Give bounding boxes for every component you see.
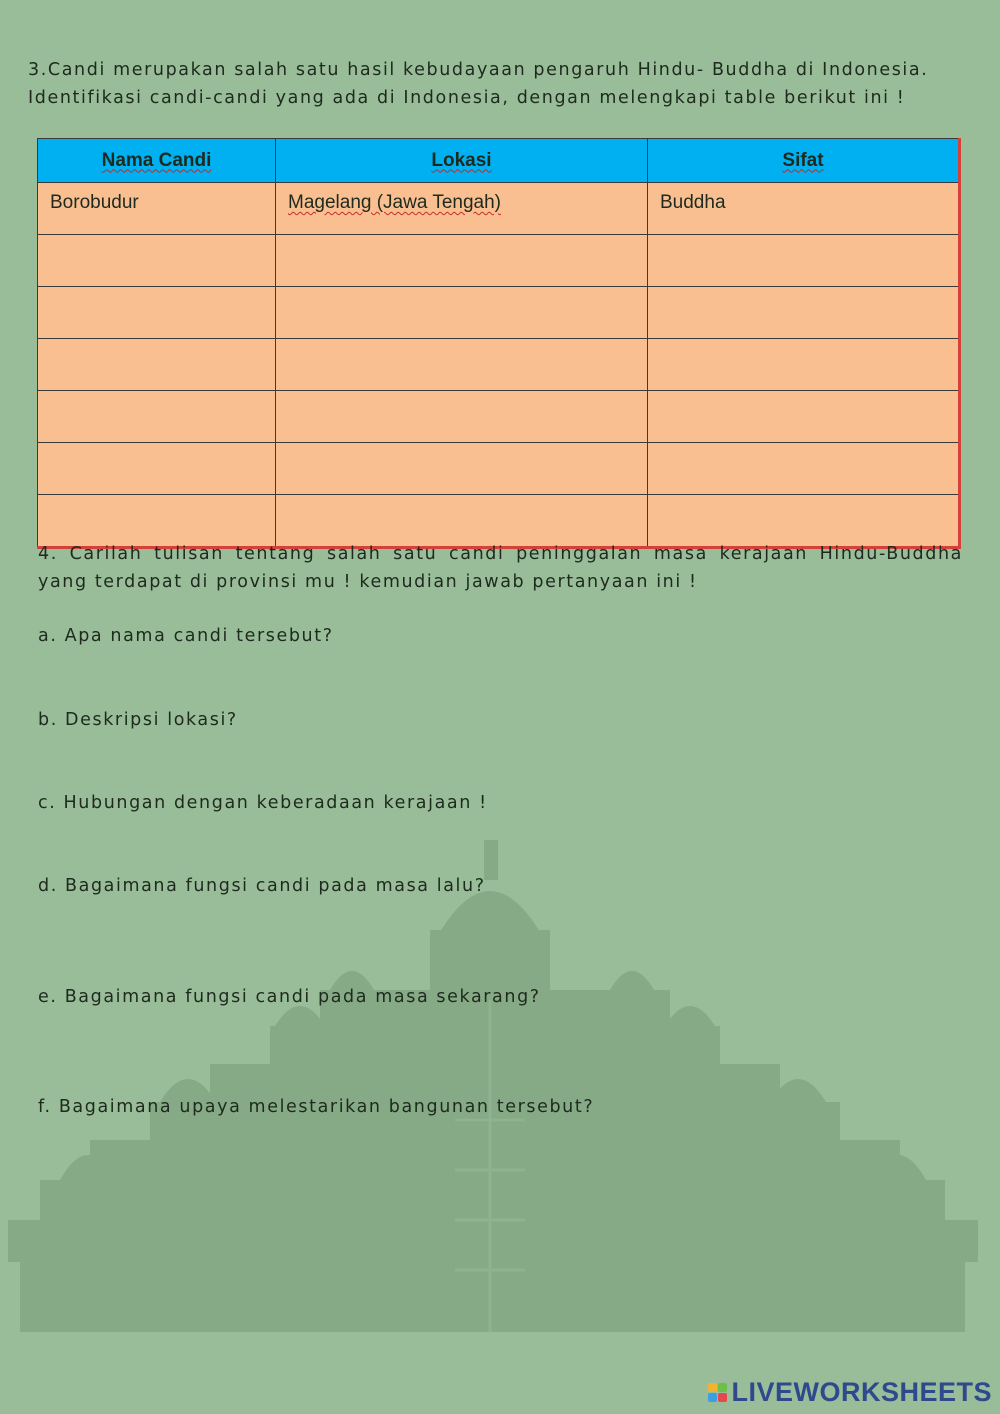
- table-row: [38, 391, 960, 443]
- header-lokasi: Lokasi: [276, 139, 648, 183]
- cell-sifat[interactable]: [648, 235, 960, 287]
- cell-nama-candi[interactable]: [38, 287, 276, 339]
- cell-nama-candi[interactable]: [38, 443, 276, 495]
- table-row: [38, 339, 960, 391]
- cell-sifat[interactable]: [648, 287, 960, 339]
- header-sifat: Sifat: [648, 139, 960, 183]
- subquestion-e: e. Bagaimana fungsi candi pada masa sekarang?: [38, 987, 541, 1007]
- table-row: [38, 183, 960, 235]
- candi-table: [37, 138, 961, 549]
- borobudur-temple-icon: [0, 840, 1000, 1340]
- cell-sifat[interactable]: [648, 443, 960, 495]
- cell-sifat[interactable]: [648, 339, 960, 391]
- table-row: [38, 443, 960, 495]
- table-row: [38, 235, 960, 287]
- cell-lokasi[interactable]: [276, 339, 648, 391]
- subquestion-c: c. Hubungan dengan keberadaan kerajaan !: [38, 793, 488, 813]
- cell-sifat[interactable]: [648, 391, 960, 443]
- subquestion-b: b. Deskripsi lokasi?: [38, 710, 238, 730]
- liveworksheets-logo-icon: [708, 1383, 727, 1402]
- cell-lokasi[interactable]: [276, 235, 648, 287]
- liveworksheets-logo: [708, 1377, 992, 1408]
- table-row: [38, 287, 960, 339]
- cell-sifat[interactable]: Buddha: [648, 183, 960, 235]
- cell-nama-candi[interactable]: [38, 339, 276, 391]
- subquestion-a: a. Apa nama candi tersebut?: [38, 626, 334, 646]
- cell-lokasi[interactable]: [276, 391, 648, 443]
- table-header-row: [38, 139, 960, 183]
- cell-lokasi[interactable]: Magelang (Jawa Tengah): [276, 183, 648, 235]
- question-3-line-1: 3.Candi merupakan salah satu hasil kebudayaan pengaruh Hindu- Buddha di Indonesia.: [28, 60, 929, 80]
- header-nama-candi: Nama Candi: [38, 139, 276, 183]
- subquestion-d: d. Bagaimana fungsi candi pada masa lalu?: [38, 876, 486, 896]
- cell-nama-candi[interactable]: Borobudur: [38, 183, 276, 235]
- cell-lokasi[interactable]: [276, 287, 648, 339]
- subquestion-f: f. Bagaimana upaya melestarikan bangunan tersebut?: [38, 1097, 595, 1117]
- question-3-instructions: [28, 56, 973, 112]
- liveworksheets-logo-text: LIVEWORKSHEETS: [731, 1377, 992, 1407]
- cell-nama-candi[interactable]: [38, 391, 276, 443]
- cell-lokasi[interactable]: [276, 443, 648, 495]
- question-3-line-2: Identifikasi candi-candi yang ada di Indonesia, dengan melengkapi table berikut ini !: [28, 88, 906, 108]
- cell-nama-candi[interactable]: [38, 235, 276, 287]
- question-4-instructions: 4. Carilah tulisan tentang salah satu candi peninggalan masa kerajaan Hindu-Buddha yang terdapat di provinsi mu ! kemudian jawab pertanyaan ini !: [38, 544, 963, 592]
